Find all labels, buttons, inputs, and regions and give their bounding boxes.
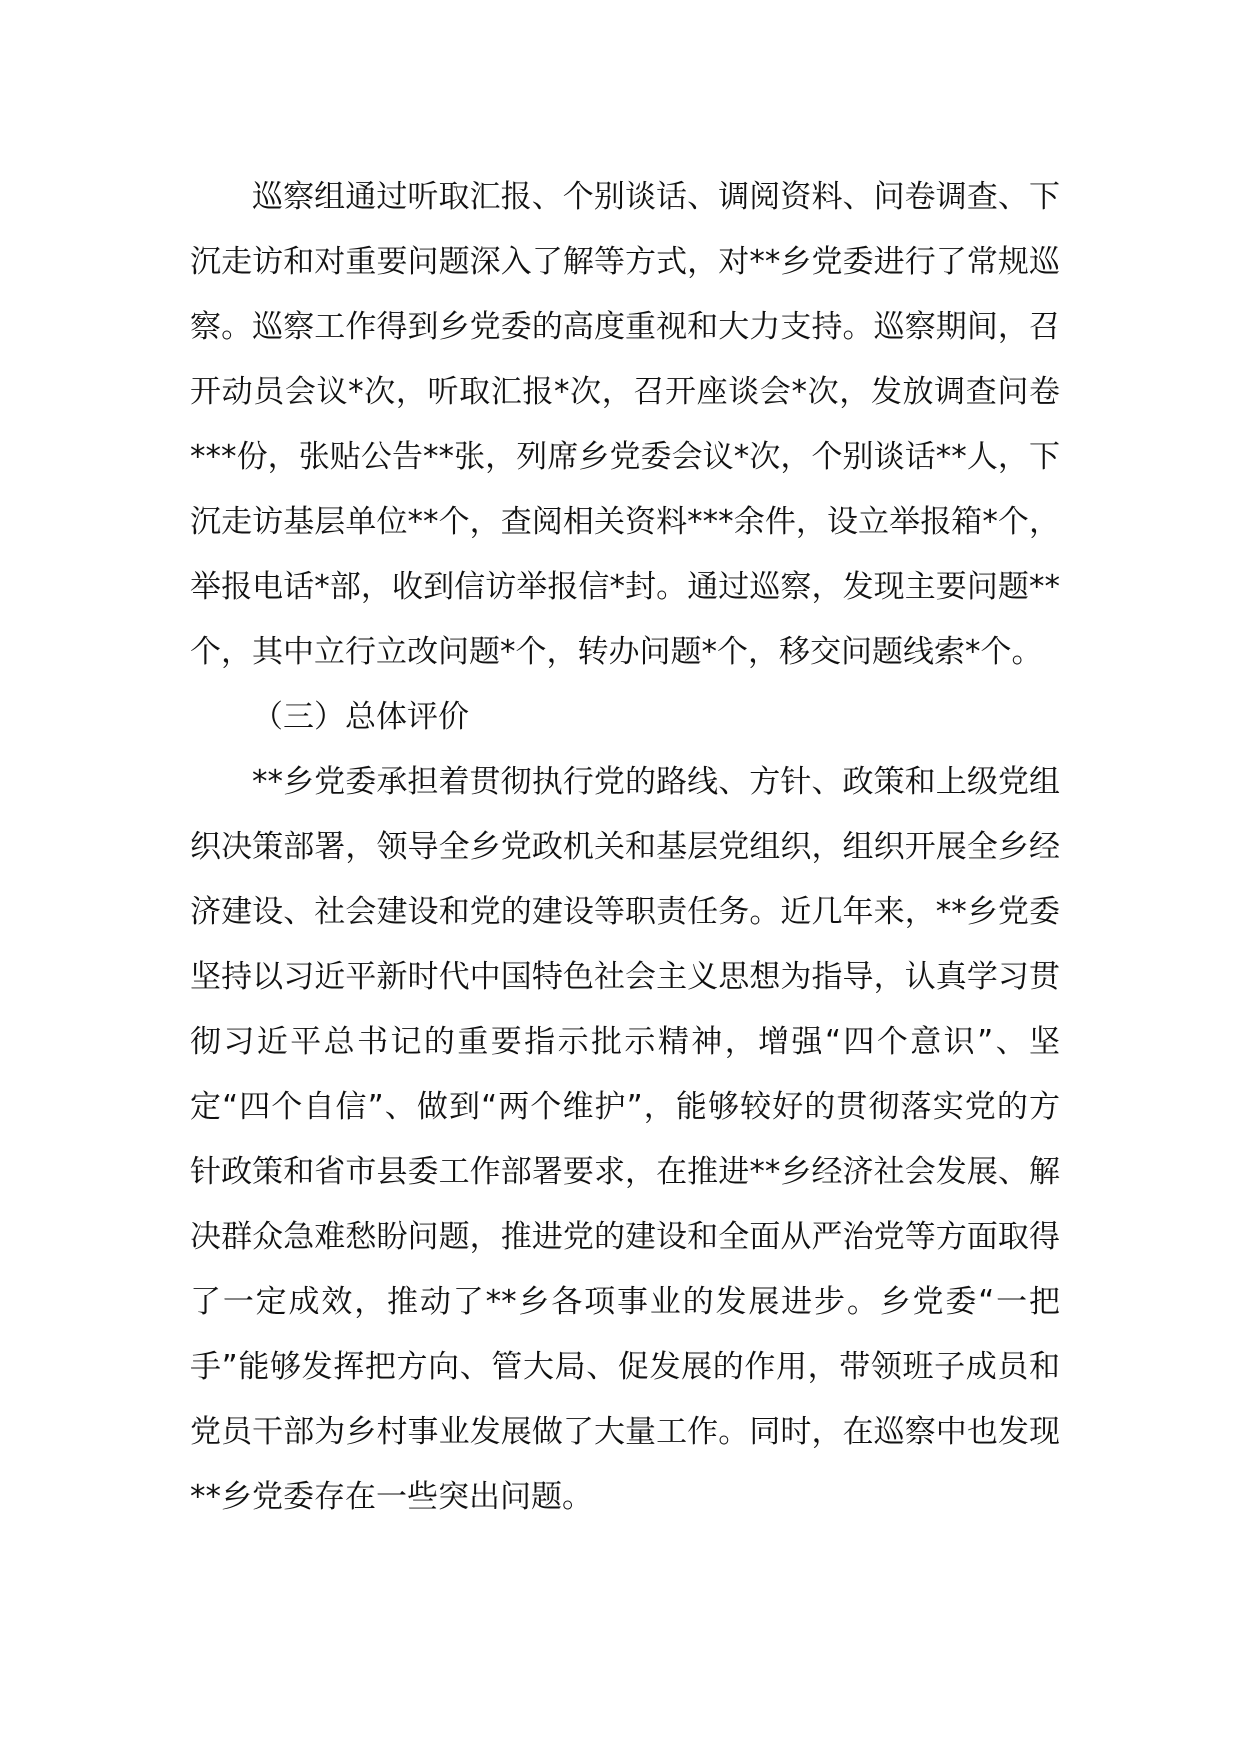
paragraph-overall-evaluation: **乡党委承担着贯彻执行党的路线、方针、政策和上级党组织决策部署，领导全乡党政机关和基层党组织，组织开展全乡经济建设、社会建设和党的建设等职责任务。近几年来，**乡党委坚持以习近平新时代中国特色社会主义思想为指导，认真学习贯彻习近平总书记的重要指示批示精神，增强“四个意识”、坚定“四个自信”、做到“两个维护”，能够较好的贯彻落实党的方针政策和省市县委工作部署要求，在推进**乡经济社会发展、解决群众急难愁盼问题，推进党的建设和全面从严治党等方面取得了一定成效，推动了**乡各项事业的发展进步。乡党委“一把手”能够发挥把方向、管大局、促发展的作用，带领班子成员和党员干部为乡村事业发展做了大量工作。同时，在巡察中也发现**乡党委存在一些突出问题。 (190, 764, 1060, 1515)
document-body (190, 165, 1060, 1530)
section-heading-overall-evaluation: （三）总体评价 (252, 699, 469, 735)
paragraph-inspection-process: 巡察组通过听取汇报、个别谈话、调阅资料、问卷调查、下沉走访和对重要问题深入了解等方式，对**乡党委进行了常规巡察。巡察工作得到乡党委的高度重视和大力支持。巡察期间，召开动员会议*次，听取汇报*次，召开座谈会*次，发放调查问卷***份，张贴公告**张，列席乡党委会议*次，个别谈话**人，下沉走访基层单位**个，查阅相关资料***余件，设立举报箱*个，举报电话*部，收到信访举报信*封。通过巡察，发现主要问题**个，其中立行立改问题*个，转办问题*个，移交问题线索*个。 (190, 179, 1060, 670)
